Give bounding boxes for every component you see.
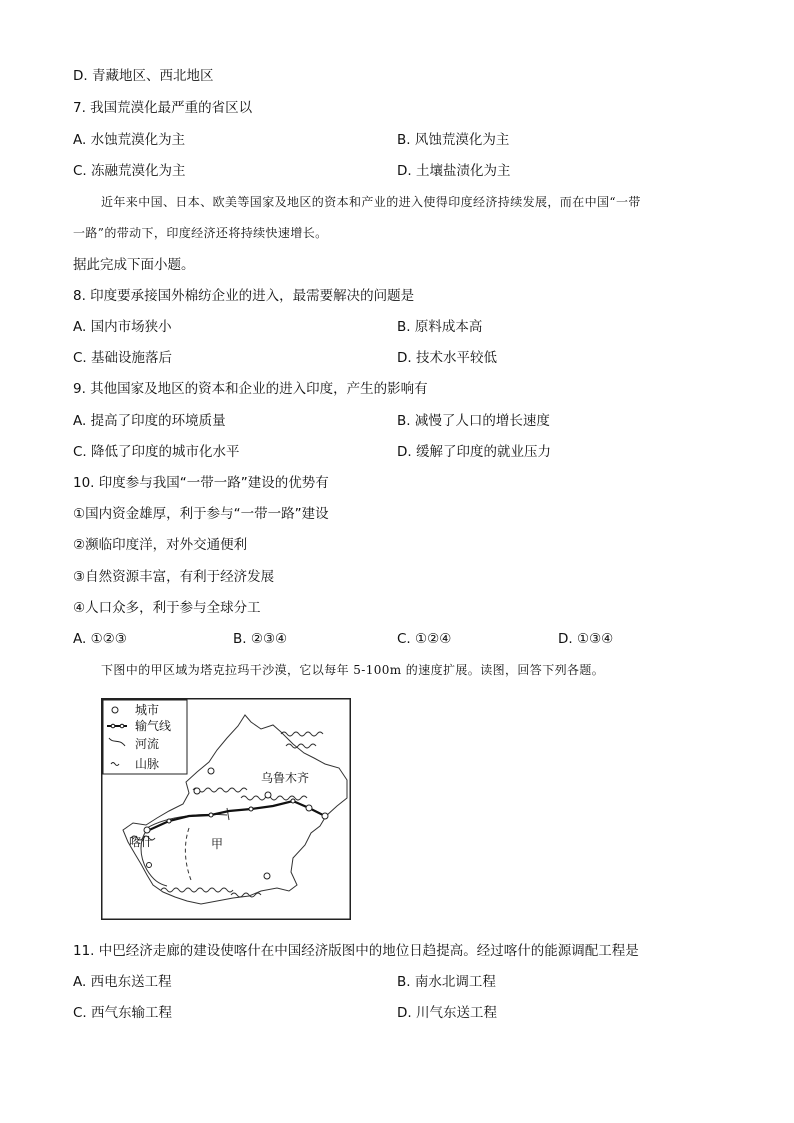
q9-option-a: A. 提高了印度的环境质量: [73, 413, 226, 429]
q9-stem: 9. 其他国家及地区的资本和企业的进入印度，产生的影响有: [73, 381, 428, 397]
q11-option-b: B. 南水北调工程: [397, 974, 496, 990]
q8-stem: 8. 印度要承接国外棉纺企业的进入，最需要解决的问题是: [73, 288, 415, 304]
legend-pipeline-label: 输气线: [135, 719, 172, 733]
legend-city-label: 城市: [135, 703, 160, 717]
q8-option-b: B. 原料成本高: [397, 319, 483, 335]
q11-option-d: D. 川气东送工程: [397, 1005, 497, 1021]
q7-option-b: B. 风蚀荒漠化为主: [397, 132, 510, 148]
q9-option-b: B. 减慢了人口的增长速度: [397, 413, 550, 429]
q9-option-c: C. 降低了印度的城市化水平: [73, 444, 240, 460]
q10-statement-4: ④人口众多，利于参与全球分工: [73, 600, 261, 616]
q8-option-c: C. 基础设施落后: [73, 350, 173, 366]
q11-option-a: A. 西电东送工程: [73, 974, 172, 990]
q10-statement-1: ①国内资金雄厚，利于参与“一带一路”建设: [73, 506, 329, 522]
q9-option-d: D. 缓解了印度的就业压力: [397, 444, 551, 460]
q7-stem: 7. 我国荒漠化最严重的省区以: [73, 100, 253, 116]
desert-boundary: [185, 828, 191, 880]
q6-option-d: D. 青藏地区、西北地区: [73, 68, 214, 84]
xinjiang-map: [101, 698, 351, 920]
q7-option-d: D. 土壤盐渍化为主: [397, 163, 511, 179]
desert-jia-label: 甲: [211, 837, 224, 851]
legend-city-icon: [112, 707, 118, 713]
q8-option-d: D. 技术水平较低: [397, 350, 497, 366]
legend-river-label: 河流: [135, 737, 160, 751]
q11-option-c: C. 西气东输工程: [73, 1005, 173, 1021]
passage1-line2: 一路”的带动下，印度经济还将持续快速增长。: [73, 226, 328, 240]
q8-option-a: A. 国内市场狭小: [73, 319, 172, 335]
gas-pipeline: [147, 801, 325, 831]
q7-option-a: A. 水蚀荒漠化为主: [73, 132, 186, 148]
q11-stem: 11. 中巴经济走廊的建设使喀什在中国经济版图中的地位日趋提高。经过喀什的能源调配工程是: [73, 943, 639, 959]
urumqi-label: 乌鲁木齐: [261, 771, 310, 785]
passage2-line1: 下图中的甲区域为塔克拉玛干沙漠，它以每年 5-100m 的速度扩展。读图，回答下列各题。: [101, 663, 605, 677]
kashgar-label: 喀什: [129, 835, 154, 849]
legend-mountain-label: 山脉: [135, 757, 160, 771]
q10-statement-3: ③自然资源丰富，有利于经济发展: [73, 569, 275, 585]
q10-stem: 10. 印度参与我国“一带一路”建设的优势有: [73, 475, 329, 491]
passage1-line1: 近年来中国、日本、欧美等国家及地区的资本和产业的进入使得印度经济持续发展，而在中国“一带: [101, 195, 641, 209]
q10-option-d: D. ①③④: [558, 631, 614, 647]
passage1-instruction: 据此完成下面小题。: [73, 257, 195, 273]
q10-option-c: C. ①②④: [397, 631, 452, 647]
q7-option-c: C. 冻融荒漠化为主: [73, 163, 186, 179]
q10-statement-2: ②濒临印度洋，对外交通便利: [73, 537, 248, 553]
q10-option-a: A. ①②③: [73, 631, 127, 647]
q10-option-b: B. ②③④: [233, 631, 288, 647]
